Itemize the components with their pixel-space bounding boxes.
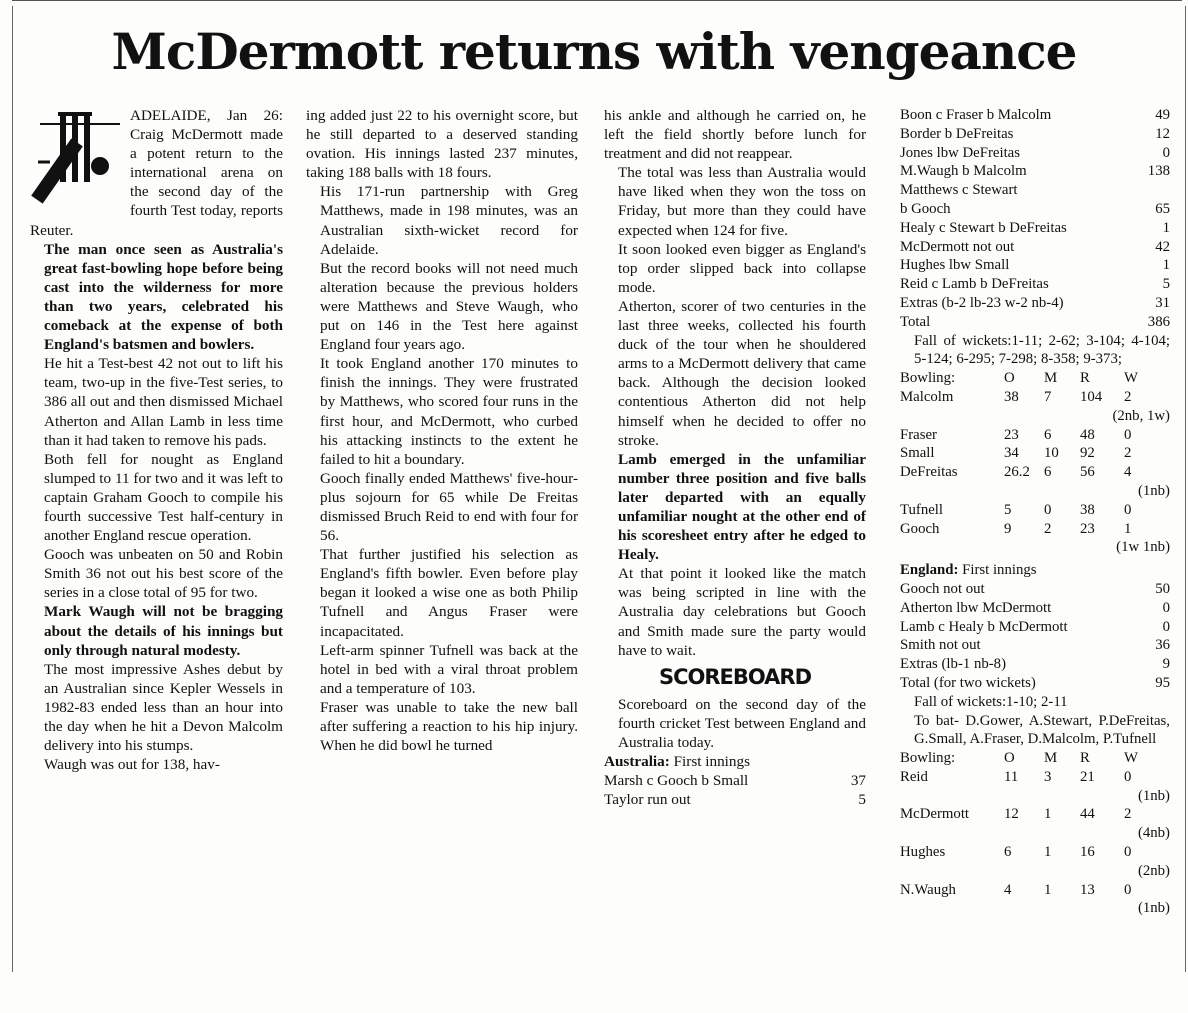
paragraph: He hit a Test-best 42 not out to lift his team, two-up in the five-Test series, to 386 all out and then dismissed Michael Atherton and Allan Lamb in less time than it had taken to remove his pads.	[44, 355, 283, 449]
bowling-name: Small	[900, 445, 935, 462]
bowling-m: 6	[1044, 464, 1052, 481]
bowling-note: (1w 1nb)	[1116, 539, 1170, 556]
runs: 0	[1162, 599, 1170, 616]
bowling-row	[900, 501, 1170, 520]
england-innings-bowling	[900, 768, 1170, 918]
runs: 0	[1162, 144, 1170, 161]
bowling-header: Bowling: O M R W	[900, 370, 1138, 387]
runs: 49	[1155, 107, 1170, 123]
batsman: Border b DeFreitas	[900, 125, 1014, 142]
runs: 95	[1155, 674, 1170, 691]
runs: 36	[1155, 637, 1170, 654]
bowling-r: 92	[1080, 445, 1095, 462]
batsman: M.Waugh b Malcolm	[900, 163, 1027, 180]
england-fall-of-wickets: Fall of wickets:1-10; 2-11	[914, 693, 1068, 710]
batsman: Total (for two wickets)	[900, 674, 1036, 691]
bowling-w: 2	[1124, 388, 1132, 405]
batting-row	[900, 674, 1170, 693]
batsman: Hughes lbw Small	[900, 257, 1010, 274]
top-rule	[12, 0, 1182, 5]
column-2	[306, 106, 578, 755]
bowling-note: (1nb)	[1137, 482, 1170, 499]
runs: 1	[1162, 219, 1170, 236]
bowling-name: McDermott	[900, 806, 970, 823]
bowling-name: N.Waugh	[900, 881, 956, 898]
australia-fall-of-wickets: Fall of wickets:1-11; 2-62; 3-104; 4-104; 5-124; 6-295; 7-298; 8-358; 9-373;	[914, 332, 1170, 368]
column-1	[30, 106, 283, 774]
batting-row: Taylor run out 5	[604, 791, 866, 809]
bowling-r: 23	[1080, 520, 1095, 537]
bowling-note: (1nb)	[1137, 787, 1170, 804]
bowling-r: 56	[1080, 464, 1095, 481]
paragraph: It took England another 170 minutes to finish the innings. They were frustrated by Matthews, who scored four runs in the first hour, and McDermott, who curbed his attacking instincts to the extent he failed to hit a boundary.	[320, 355, 578, 468]
batting-row	[900, 313, 1170, 332]
runs: 9	[1162, 656, 1170, 673]
australia-batting	[900, 106, 1170, 332]
runs: 50	[1155, 580, 1170, 597]
bowling-m: 6	[1044, 426, 1052, 443]
bowling-o: 9	[1004, 520, 1012, 537]
batting-row: Marsh c Gooch b Small 37	[604, 772, 866, 790]
paragraph: Left-arm spinner Tufnell was back at the hotel in bed with a viral throat problem and a temperature of 103.	[320, 641, 578, 697]
bowling-o: 11	[1004, 768, 1019, 785]
england-batting	[900, 580, 1170, 693]
paragraph: His 171-run partnership with Greg Matthews, made in 198 minutes, was an Australian sixth-wicket record for Adelaide.	[320, 183, 578, 258]
runs: 5	[1162, 276, 1170, 293]
bowling-r: 48	[1080, 426, 1095, 443]
paragraph: Gooch finally ended Matthews' five-hour-plus sojourn for 65 while De Freitas dismissed Bruch Reid to end with four for 56.	[320, 469, 578, 545]
bowling-r: 44	[1080, 806, 1095, 823]
batsman: Healy c Stewart b DeFreitas	[900, 219, 1067, 236]
batting-row	[900, 636, 1170, 655]
bowling-m: 7	[1044, 388, 1052, 405]
batting-row	[900, 580, 1170, 599]
bowling-name: Malcolm	[900, 388, 954, 405]
column-4	[900, 106, 1170, 918]
batting-row	[900, 256, 1170, 275]
bowling-m: 2	[1044, 520, 1052, 537]
scoreboard-intro: Scoreboard on the second day of the fourth cricket Test between England and Australia today.	[618, 695, 866, 751]
cricket-logo-icon	[30, 106, 126, 218]
australia-innings-bowling	[900, 388, 1170, 557]
bowling-m: 10	[1044, 445, 1059, 462]
batting-row	[900, 219, 1170, 238]
bowling-o: 4	[1004, 881, 1012, 898]
bowling-note: (1nb)	[1137, 900, 1170, 917]
runs: 65	[1155, 200, 1170, 217]
england-innings-label	[900, 561, 1170, 580]
batsman: Extras (b-2 lb-23 w-2 nb-4)	[900, 294, 1064, 311]
bowling-o: 38	[1004, 388, 1019, 405]
runs: 12	[1155, 125, 1170, 142]
bowling-m: 0	[1044, 501, 1052, 518]
paragraph: Mark Waugh will not be bragging about the details of his innings but only through natural modesty.	[44, 603, 283, 659]
runs: 0	[1162, 618, 1170, 635]
column-3	[604, 106, 866, 809]
paragraph: At that point it looked like the match was being scripted in line with the Australia day celebrations but Gooch and Smith made sure the party would have to wait.	[618, 565, 866, 659]
batsman: Jones lbw DeFreitas	[900, 144, 1021, 161]
bowling-w: 0	[1124, 768, 1132, 785]
paragraph: Atherton, scorer of two centuries in the last three weeks, collected his fourth duck of the tour when he shouldered arms to a McDermott delivery that came back. Although the decision looked contentious Atherton did not help himself when he decided to offer no stroke.	[618, 297, 866, 449]
batsman: Smith not out	[900, 637, 981, 654]
team-label: England:	[900, 562, 959, 579]
batting-row	[900, 599, 1170, 618]
bowling-row	[900, 426, 1170, 445]
to-bat: To bat- D.Gower, A.Stewart, P.DeFreitas, G.Small, A.Fraser, D.Malcolm, P.Tufnell	[914, 712, 1170, 748]
bowling-w: 0	[1124, 844, 1132, 861]
runs: 386	[1147, 313, 1170, 330]
batting-row	[900, 125, 1170, 144]
innings-label: First innings	[673, 753, 750, 771]
bowling-row	[900, 520, 1170, 539]
batsman: Extras (lb-1 nb-8)	[900, 656, 1007, 673]
runs: 138	[1147, 163, 1170, 180]
runs: 1	[1162, 257, 1170, 274]
bowling-o: 23	[1004, 426, 1019, 443]
paragraph: The most impressive Ashes debut by an Australian since Kepler Wessels in 1982-83 ended less than an hour into the day when he hit a Devon Malcolm delivery into his stumps.	[44, 660, 283, 755]
bowling-name: Fraser	[900, 426, 937, 443]
paragraph: ADELAIDE, Jan 26: Craig McDermott made a potent return to the international arena on the second day of the fourth Test today, reports Reuter.	[30, 107, 283, 239]
batsman: Reid c Lamb b DeFreitas	[900, 276, 1049, 293]
bowling-r: 104	[1080, 388, 1103, 405]
batting-row	[900, 618, 1170, 637]
bowling-o: 5	[1004, 501, 1012, 518]
batsman: Total	[900, 313, 931, 330]
bowling-header: Bowling: O M R W	[900, 750, 1138, 767]
bowling-name: Tufnell	[900, 501, 944, 518]
bowling-note: (2nb, 1w)	[1112, 407, 1170, 424]
paragraph: Both fell for nought as England slumped to 11 for two and it was left to captain Graham Gooch to compile his fourth successive Test half-century in another England rescue operation.	[44, 450, 283, 545]
innings-label: First innings	[962, 562, 1037, 579]
bowling-w: 2	[1124, 806, 1132, 823]
bowling-name: Gooch	[900, 520, 940, 537]
batsman: b Gooch	[900, 200, 951, 217]
runs: 31	[1155, 294, 1170, 311]
batsman: Atherton lbw McDermott	[900, 599, 1052, 616]
bowling-name: Reid	[900, 768, 928, 785]
paragraph: It soon looked even bigger as England's top order slipped back into collapse mode.	[618, 240, 866, 296]
bowling-r: 16	[1080, 844, 1095, 861]
scoreboard-heading: SCOREBOARD	[658, 664, 812, 689]
bowling-w: 0	[1124, 501, 1132, 518]
bowling-w: 1	[1124, 520, 1132, 537]
paragraph: Gooch was unbeaten on 50 and Robin Smith 36 not out his best score of the series in a close total of 95 for two.	[44, 546, 283, 602]
bowling-o: 12	[1004, 806, 1019, 823]
bowling-note: (2nb)	[1137, 862, 1170, 879]
bowling-note: (4nb)	[1137, 825, 1170, 842]
batsman: McDermott not out	[900, 238, 1015, 255]
bowling-r: 13	[1080, 881, 1095, 898]
paragraph: The man once seen as Australia's great fast-bowling hope before being cast into the wilderness for more than two years, celebrated his comeback at the expense of both England's batsmen and bowlers.	[44, 240, 283, 354]
bowling-row	[900, 463, 1170, 482]
paragraph: Waugh was out for 138, hav-	[44, 756, 220, 774]
batting-row	[900, 106, 1170, 125]
team-label: Australia:	[604, 753, 670, 771]
paragraph: Lamb emerged in the unfamiliar number three position and five balls later departed with an equally unfamiliar nought at the other end of his scoresheet entry after he edged to Healy.	[618, 450, 866, 564]
bowling-row	[900, 768, 1170, 787]
batting-row	[900, 275, 1170, 294]
bowling-o: 34	[1004, 445, 1019, 462]
batting-row	[900, 162, 1170, 181]
bowling-w: 0	[1124, 426, 1132, 443]
bowling-m: 1	[1044, 806, 1052, 823]
bowling-w: 2	[1124, 445, 1132, 462]
paragraph: his ankle and although he carried on, he left the field shortly before lunch for treatment and did not reappear.	[604, 107, 866, 163]
bowling-o: 6	[1004, 844, 1012, 861]
bowling-w: 0	[1124, 881, 1132, 898]
australia-innings-label	[604, 752, 866, 771]
batting-row	[900, 294, 1170, 313]
paragraph: Fraser was unable to take the new ball after suffering a reaction to his hip injury. When he did bowl he turned	[320, 698, 578, 755]
batting-row	[900, 200, 1170, 219]
batting-row	[900, 238, 1170, 257]
paragraph: That further justified his selection as England's fifth bowler. Even before play began it looked a wise one as both Philip Tufnell and Angus Fraser were incapacitated.	[320, 546, 578, 640]
bowling-row	[900, 805, 1170, 824]
bowling-row	[900, 843, 1170, 862]
batsman: Lamb c Healy b McDermott	[900, 618, 1068, 635]
bowling-row	[900, 388, 1170, 407]
batsman: Matthews c Stewart	[900, 182, 1018, 199]
bowling-row	[900, 881, 1170, 900]
batting-row	[900, 144, 1170, 163]
bowling-r: 38	[1080, 501, 1095, 518]
batsman: Boon c Fraser b Malcolm	[900, 107, 1052, 123]
paragraph: But the record books will not need much alteration because the previous holders were Matthews and Steve Waugh, who put on 146 in the Test here against England four years ago.	[320, 259, 578, 354]
runs	[1164, 181, 1170, 200]
bowling-m: 3	[1044, 768, 1052, 785]
batsman: Gooch not out	[900, 580, 985, 597]
batting-row	[900, 181, 1170, 200]
bowling-name: Hughes	[900, 844, 946, 861]
headline: McDermott returns with vengeance	[111, 22, 1077, 81]
bowling-row	[900, 444, 1170, 463]
bowling-name: DeFreitas	[900, 464, 958, 481]
bowling-m: 1	[1044, 844, 1052, 861]
bowling-m: 1	[1044, 881, 1052, 898]
batting-row	[900, 655, 1170, 674]
bowling-o: 26.2	[1004, 464, 1030, 481]
runs: 42	[1155, 238, 1170, 255]
bowling-w: 4	[1124, 464, 1132, 481]
bowling-r: 21	[1080, 768, 1095, 785]
paragraph: The total was less than Australia would have liked when they won the toss on Friday, but more than they could have expected when 124 for five.	[618, 164, 866, 239]
paragraph: ing added just 22 to his overnight score, but he still departed to a deserved standing ovation. His innings lasted 237 minutes, taking 188 balls with 18 fours.	[306, 107, 578, 182]
